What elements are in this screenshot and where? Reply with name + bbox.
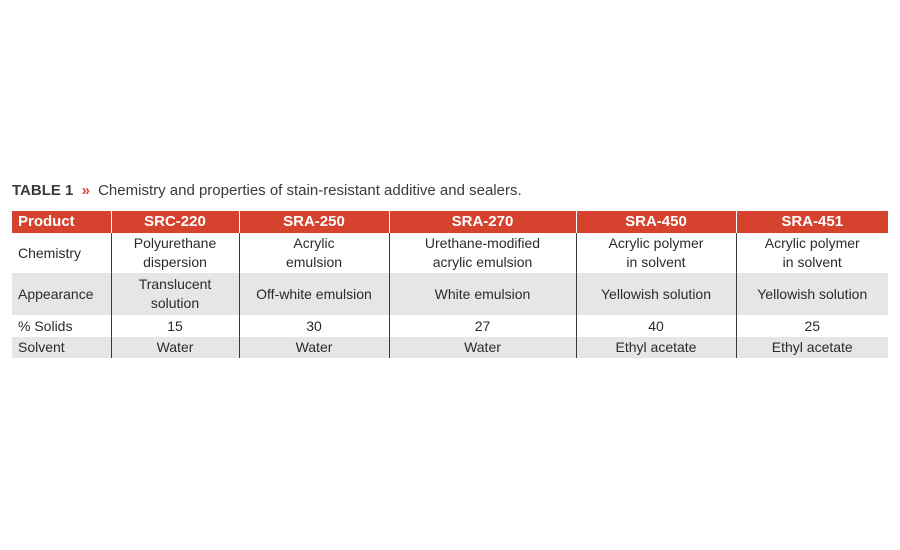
table-cell: Polyurethane dispersion <box>111 233 239 273</box>
table-cell: 25 <box>736 315 888 337</box>
table-cell: Ethyl acetate <box>576 337 736 358</box>
column-header-sra-450: SRA-450 <box>576 211 736 233</box>
table-cell: 40 <box>576 315 736 337</box>
properties-table <box>12 211 888 358</box>
row-label: % Solids <box>12 315 111 337</box>
table-cell: Urethane-modified acrylic emulsion <box>389 233 576 273</box>
row-label: Appearance <box>12 273 111 315</box>
caption-separator-icon: » <box>81 182 90 199</box>
table-row-chemistry <box>12 233 888 273</box>
table-cell: Water <box>239 337 389 358</box>
row-label: Chemistry <box>12 233 111 273</box>
table-cell: Acrylic polymer in solvent <box>576 233 736 273</box>
table-row-solvent <box>12 337 888 358</box>
table-cell: White emulsion <box>389 273 576 315</box>
column-header-product: Product <box>12 211 111 233</box>
column-header-src-220: SRC-220 <box>111 211 239 233</box>
table-cell: 27 <box>389 315 576 337</box>
table-cell: Off-white emulsion <box>239 273 389 315</box>
table-cell: Water <box>389 337 576 358</box>
table-row-appearance <box>12 273 888 315</box>
caption-text: Chemistry and properties of stain-resistant additive and sealers. <box>98 182 522 199</box>
table-caption <box>12 181 522 201</box>
caption-label: TABLE 1 <box>12 182 74 199</box>
table-row-solids <box>12 315 888 337</box>
table-cell: Acrylic emulsion <box>239 233 389 273</box>
table-header-row <box>12 211 888 233</box>
column-header-sra-250: SRA-250 <box>239 211 389 233</box>
table-cell: Acrylic polymer in solvent <box>736 233 888 273</box>
table-cell: 30 <box>239 315 389 337</box>
column-header-sra-270: SRA-270 <box>389 211 576 233</box>
table-cell: Translucent solution <box>111 273 239 315</box>
table-cell: Yellowish solution <box>736 273 888 315</box>
row-label: Solvent <box>12 337 111 358</box>
column-header-sra-451: SRA-451 <box>736 211 888 233</box>
table-cell: 15 <box>111 315 239 337</box>
table-cell: Ethyl acetate <box>736 337 888 358</box>
table-cell: Yellowish solution <box>576 273 736 315</box>
table-cell: Water <box>111 337 239 358</box>
